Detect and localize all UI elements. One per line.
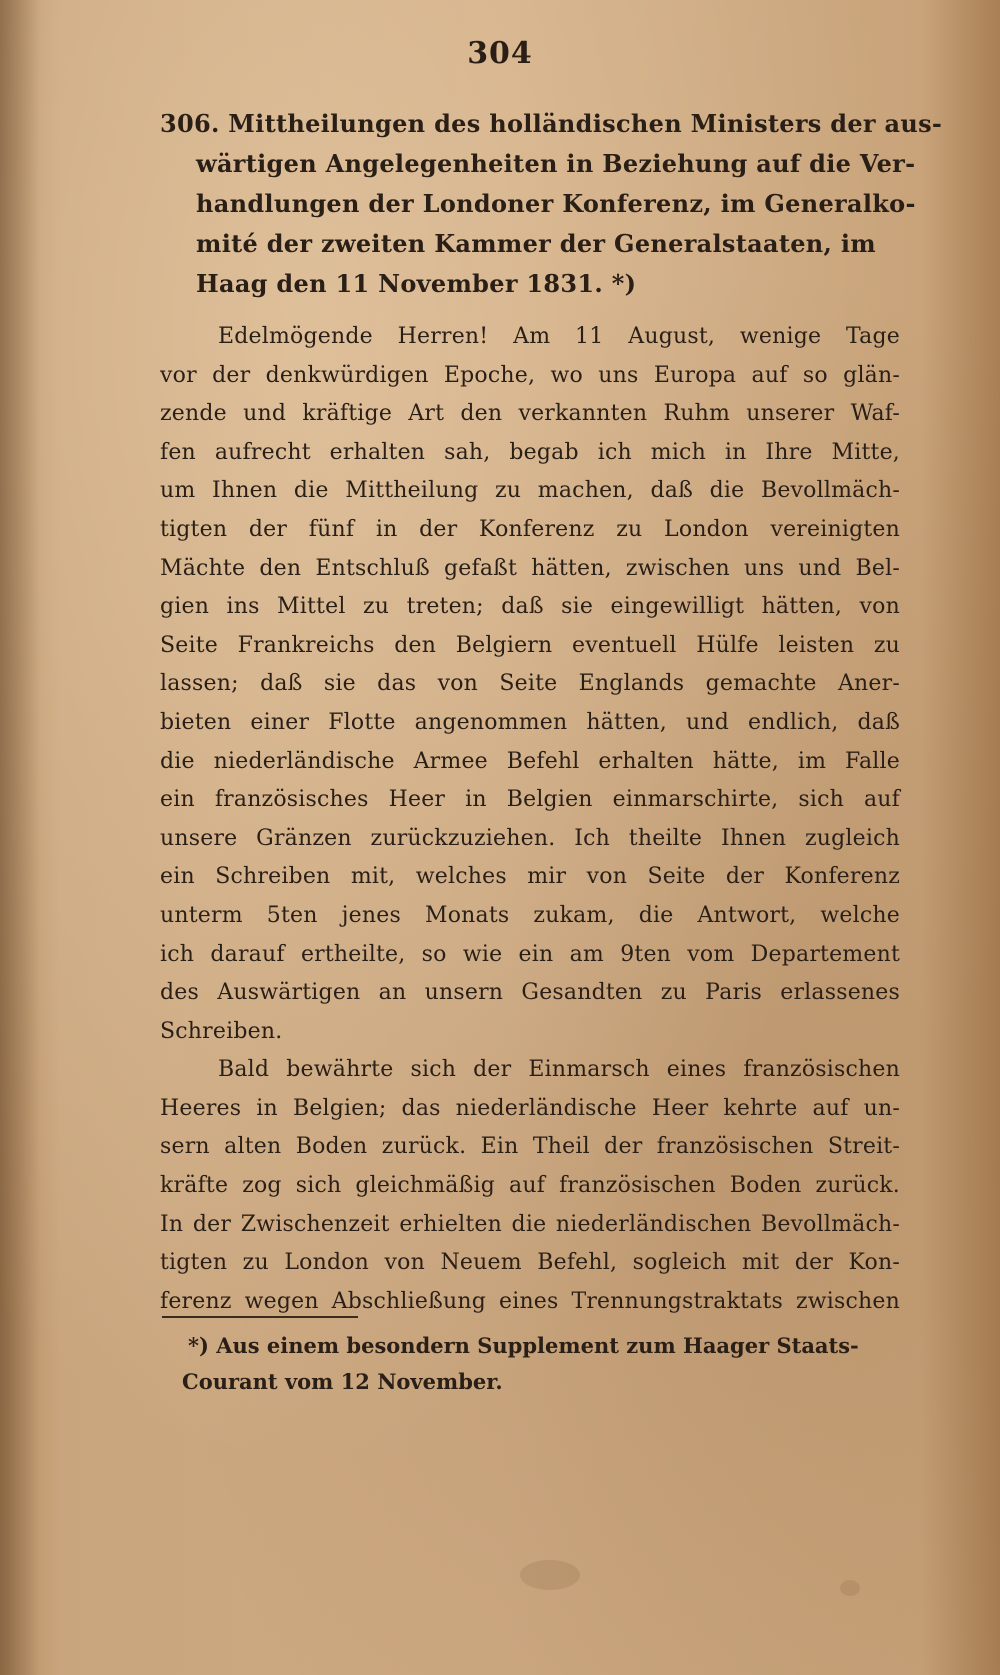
text-line: die niederländische Armee Befehl erhalten hätte, im Falle [160, 748, 900, 774]
footnote [160, 1328, 900, 1400]
text-line: gien ins Mittel zu treten; daß sie eingewilligt hätten, von [160, 594, 900, 620]
paper-stain [840, 1580, 860, 1596]
text-line: lassen; daß sie das von Seite Englands gemachte Aner- [160, 671, 900, 697]
text-line: ein Schreiben mit, welches mir von Seite der Konferenz [160, 864, 900, 890]
text-line: Edelmögende Herren! Am 11 August, wenige Tage [218, 324, 900, 349]
text-line: zende und kräftige Art den verkannten Ruhm unserer Waf- [160, 401, 900, 427]
text-line: Bald bewährte sich der Einmarsch eines französischen [218, 1057, 900, 1083]
text-line: Schreiben. [160, 1018, 283, 1044]
text-line: bieten einer Flotte angenommen hätten, und endlich, daß [160, 709, 900, 735]
paragraph-1 [160, 318, 900, 1051]
text-line: um Ihnen die Mittheilung zu machen, daß die Bevollmäch- [160, 478, 900, 504]
text-line: des Auswärtigen an unsern Gesandten zu Paris erlassenes [160, 980, 900, 1006]
page-number: 304 [467, 36, 533, 71]
text-line: ich darauf ertheilte, so wie ein am 9ten vom Departement [160, 941, 900, 967]
text-line: fen aufrecht erhalten sah, begab ich mich in Ihre Mitte, [160, 439, 900, 465]
text-line: kräfte zog sich gleichmäßig auf französischen Boden zurück. [160, 1173, 900, 1199]
heading-line: mité der zweiten Kammer der Generalstaaten, im [196, 229, 876, 258]
paragraph-2 [160, 1051, 900, 1321]
text-line: ferenz wegen Abschließung eines Trennungstraktats zwischen [160, 1288, 900, 1314]
text-line: ein französisches Heer in Belgien einmarschirte, sich auf [160, 787, 900, 813]
footnote-divider [162, 1316, 358, 1318]
text-line: Mächte den Entschluß gefaßt hätten, zwischen uns und Bel- [160, 555, 900, 581]
text-line: Heeres in Belgien; das niederländische Heer kehrte auf un- [160, 1095, 900, 1121]
spine-shadow [0, 0, 40, 1675]
text-line: Seite Frankreichs den Belgiern eventuell Hülfe leisten zu [160, 632, 900, 658]
text-line: unterm 5ten jenes Monats zukam, die Antwort, welche [160, 902, 900, 928]
heading-line: handlungen der Londoner Konferenz, im Generalko- [196, 189, 916, 218]
text-line: In der Zwischenzeit erhielten die niederländischen Bevollmäch- [160, 1211, 900, 1237]
text-line: tigten zu London von Neuem Befehl, sogleich mit der Kon- [160, 1250, 900, 1276]
footnote-line: Courant vom 12 November. [182, 1369, 503, 1394]
heading-line: 306. Mittheilungen des holländischen Ministers der aus- [160, 109, 943, 138]
body-text [160, 318, 900, 1321]
heading-line: wärtigen Angelegenheiten in Beziehung auf die Ver- [196, 149, 916, 178]
footnote-line: *) Aus einem besondern Supplement zum Haager Staats- [188, 1333, 859, 1358]
text-line: tigten der fünf in der Konferenz zu London vereinigten [160, 516, 900, 542]
paper-stain [520, 1560, 580, 1590]
heading-line: Haag den 11 November 1831. *) [196, 269, 637, 298]
text-line: unsere Gränzen zurückzuziehen. Ich theilte Ihnen zugleich [160, 825, 900, 851]
text-line: vor der denkwürdigen Epoche, wo uns Europa auf so glän- [160, 362, 900, 388]
text-line: sern alten Boden zurück. Ein Theil der französischen Streit- [160, 1134, 900, 1160]
section-heading [160, 104, 943, 304]
